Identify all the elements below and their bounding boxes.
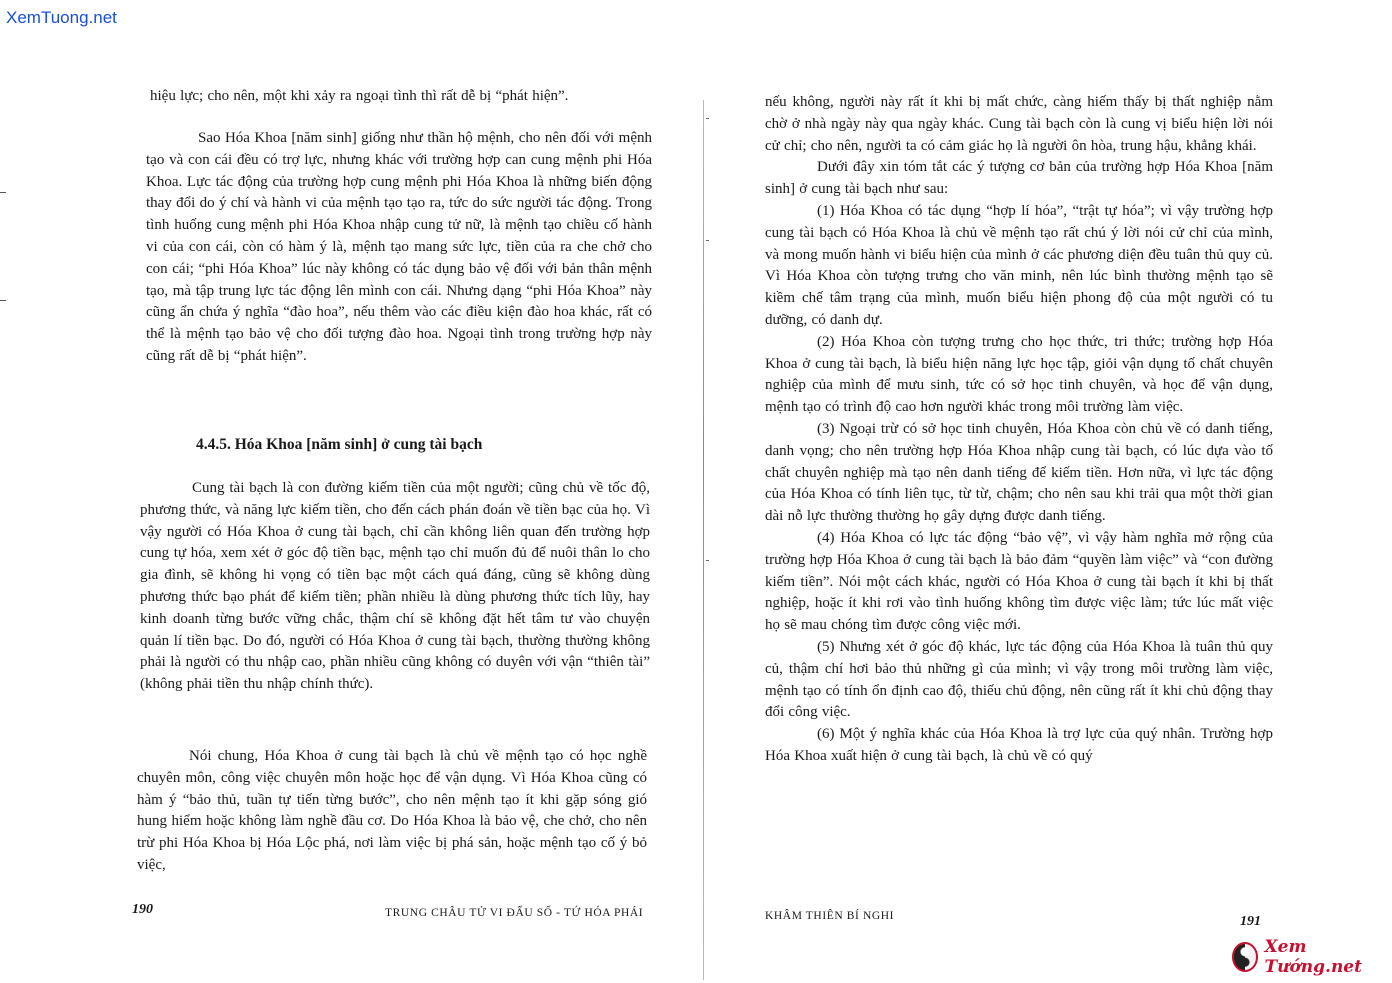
right-footer-title: KHÂM THIÊN BÍ NGHI [765,910,895,922]
book-gutter [703,100,704,980]
site-logo[interactable] [1232,935,1390,979]
scan-edge-mark [0,300,6,301]
section-heading: 4.4.5. Hóa Khoa [năm sinh] ở cung tài bạch [196,436,483,453]
right-paragraph-2: Dưới đây xin tóm tắt các ý tượng cơ bản của trường hợp Hóa Khoa [năm sinh] ở cung tài bạch như sau: [765,159,1273,198]
right-item-4: (4) Hóa Khoa có lực tác động “bảo vệ”, vì vậy hàm nghĩa mở rộng của trường hợp Hóa Khoa ở cung tài bạch là bảo đảm “quyền làm việc” và “con đường kiếm tiền”. Nói một cách khác, người có Hóa Khoa ở cung tài bạch ít khi bị thất nghiệp, hoặc ít khi rơi vào tình huống không tìm được việc làm; tức lúc mất việc họ sẽ mau chóng tìm được công việc mới. [765,529,1273,634]
scan-edge-mark [0,192,6,193]
gutter-mark [706,560,709,561]
yin-yang-icon [1232,942,1258,972]
left-paragraph-1: hiệu lực; cho nên, một khi xảy ra ngoại tình thì rất dễ bị “phát hiện”. [150,88,569,104]
right-item-5: (5) Nhưng xét ở góc độ khác, lực tác động của Hóa Khoa là tuân thủ quy củ, thậm chí hơi bảo thủ những gì của mình; vì vậy trong môi trường làm việc, mệnh tạo có tính ổn định cao độ, thiếu chủ động, nên cũng rất ít khi chủ động thay đổi công việc. [765,638,1273,721]
right-page-number: 191 [1240,914,1261,929]
right-item-6: (6) Một ý nghĩa khác của Hóa Khoa là trợ lực của quý nhân. Trường hợp Hóa Khoa xuất hiện ở cung tài bạch, là chủ về có quý [765,726,1273,764]
left-paragraph-2: Sao Hóa Khoa [năm sinh] giống như thần hộ mệnh, cho nên đối với mệnh tạo và con cái đều có trợ lực, nhưng khác với trường hợp can cung mệnh phi Hóa Khoa. Lực tác động của trường hợp cung mệnh phi Hóa Khoa là những biến động thay đổi do ý chí và hành vi của mệnh tạo tạo ra, tức do sức người tác động. Trong tình huống cung mệnh phi Hóa Khoa nhập cung tử nữ, là mệnh tạo chiều cố hành vi của con cái, còn có hàm ý là, mệnh tạo mang sức lực, tiền của ra che chở cho con cái; “phi Hóa Khoa” lúc này không có tác dụng bảo vệ đối với bản thân mệnh tạo, mà tập trung lực tác động lên mình con cái. Nhưng dạng “phi Hóa Khoa” này cũng ẩn chứa ý nghĩa “đào hoa”, nếu thêm vào các điều kiện đào hoa khác, rất có thể là mệnh tạo bảo vệ cho đối tượng đào hoa. Ngoại tình trong trường hợp này cũng rất dễ bị “phát hiện”. [146,130,652,364]
site-watermark[interactable]: XemTuong.net [6,8,117,27]
right-item-2: (2) Hóa Khoa còn tượng trưng cho học thức, tri thức; trường hợp Hóa Khoa ở cung tài bạch, là biểu hiện năng lực học tập, giỏi vận dụng tố chất chuyên nghiệp của mình để mưu sinh, tức có sở học tinh chuyên, và học để vận dụng, mệnh tạo có trình độ cao hơn người khác trong môi trường làm việc. [765,333,1273,416]
right-text-block [765,92,1273,768]
right-item-3: (3) Ngoại trừ có sở học tinh chuyên, Hóa Khoa còn chủ về có danh tiếng, danh vọng; cho nên trường hợp Hóa Khoa nhập cung tài bạch, có lúc dựa vào tố chất chuyên nghiệp mà tạo nên danh tiếng để kiếm tiền. Hơn nữa, vì lực tác động của Hóa Khoa có tính liên tục, từ từ, chậm; cho nên sau khi trải qua một thời gian dài nỗ lực thường thường họ gây dựng được danh tiếng. [765,420,1273,525]
left-paragraph-4: Nói chung, Hóa Khoa ở cung tài bạch là chủ về mệnh tạo có học nghề chuyên môn, công việc chuyên môn hoặc học để vận dụng. Vì Hóa Khoa cũng có hàm ý “bảo thủ, tuần tự tiến từng bước”, cho nên mệnh tạo ít khi gặp sóng gió hung hiểm hoặc không làm nghề đầu cơ. Do Hóa Khoa là bảo vệ, che chở, cho nên trừ phi Hóa Khoa bị Hóa Lộc phá, nơi làm việc bị phá sản, hoặc mệnh tạo cố ý bỏ việc, [137,748,647,873]
right-paragraph-1: nếu không, người này rất ít khi bị mất chức, càng hiếm thấy bị thất nghiệp nằm chờ ở nhà ngày này qua ngày khác. Cung tài bạch còn là cung vị biểu hiện lời nói cử chỉ; cho nên, người ta có cảm giác họ là người ôn hòa, trung hậu, khẳng khái. [765,94,1273,154]
left-footer-title: TRUNG CHÂU TỬ VI ĐẨU SỐ - TỨ HÓA PHÁI [385,907,644,919]
logo-text: Xem Tướng.net [1264,937,1362,977]
gutter-mark [706,240,709,241]
gutter-mark [706,118,709,119]
right-item-1: (1) Hóa Khoa có tác dụng “hợp lí hóa”, “trật tự hóa”; vì vậy trường hợp cung tài bạch có Hóa Khoa là chủ về mệnh tạo rất chú ý lời nói cử chỉ của mình, và mong muốn hành vi biểu hiện của mình ở các phương diện đều tuân thủ quy củ. Vì Hóa Khoa còn tượng trưng cho văn minh, nên lúc bình thường mệnh tạo sẽ kiềm chế tâm trạng của mình, muốn biểu hiện phong độ của một người có tu dưỡng, có danh dự. [765,202,1273,328]
left-paragraph-3: Cung tài bạch là con đường kiếm tiền của một người; cũng chủ về tốc độ, phương thức, và năng lực kiếm tiền, cho đến cách phán đoán về tiền bạc của họ. Vì vậy người có Hóa Khoa ở cung tài bạch, chỉ cần không liên quan đến trường hợp cung tự hóa, xem xét ở góc độ tiền bạc, mệnh tạo chỉ muốn đủ để nuôi thân lo cho gia đình, sẽ không hi vọng có tiền bạc một cách quá đáng, cũng sẽ không dùng phương thức bạo phát để kiếm tiền; phần nhiều là dùng phương thức tích lũy, hay kinh doanh từng bước vững chắc, thậm chí sẽ không đặt hết tâm tư vào chuyện quản lí tiền bạc. Do đó, người có Hóa Khoa ở cung tài bạch, thường thường không phải là người có thu nhập cao, phần nhiều cũng không có duyên với vận “thiên tài” (không phải tiền thu nhập chính thức). [140,480,650,693]
left-page-number: 190 [132,902,153,917]
